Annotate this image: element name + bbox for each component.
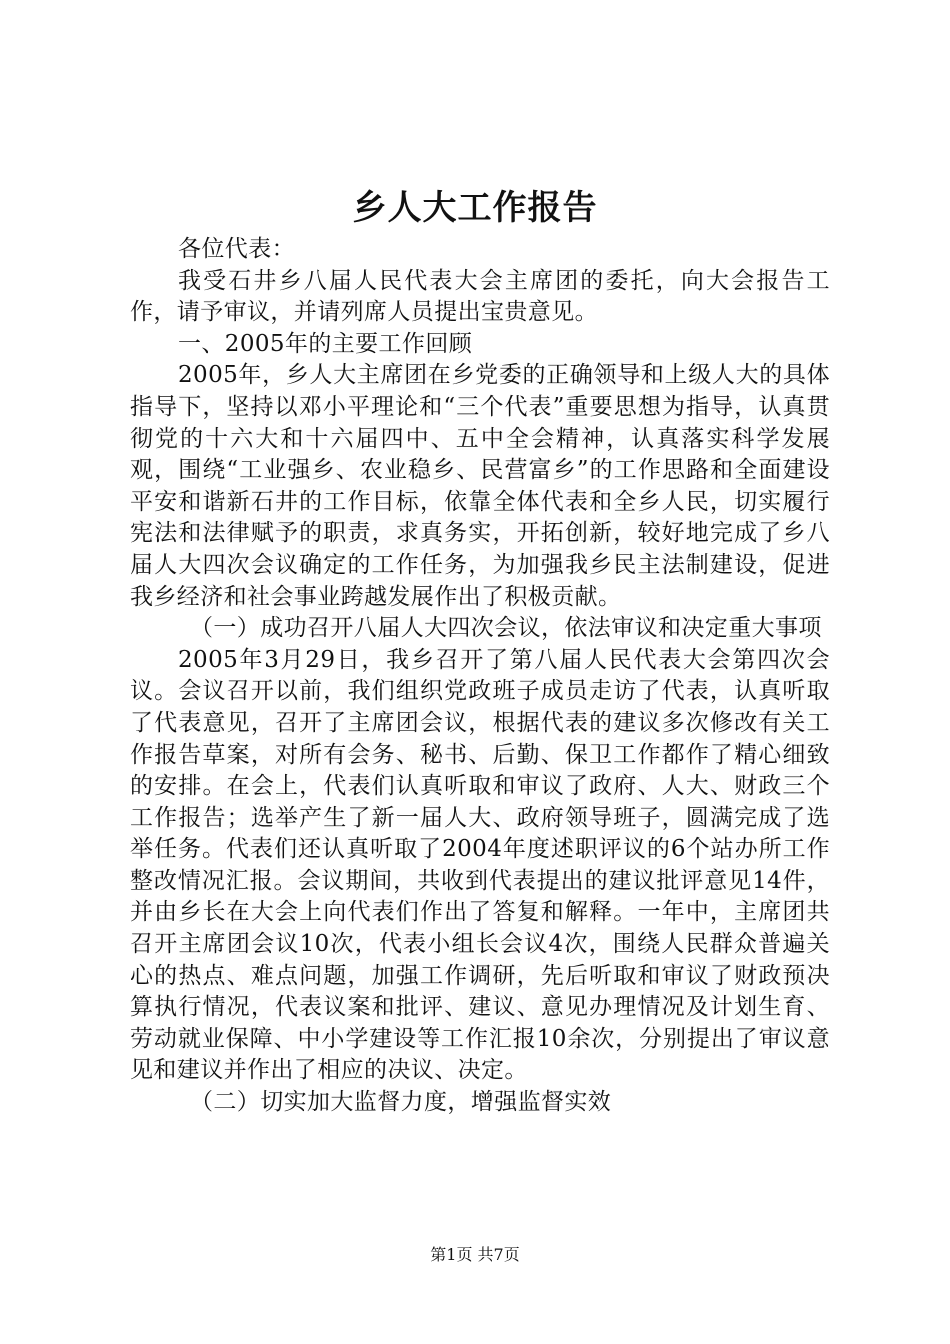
intro-paragraph: 我受石井乡八届人民代表大会主席团的委托，向大会报告工作，请予审议，并请列席人员提出宝贵意见。	[130, 267, 830, 326]
subsection-heading-1: （一）成功召开八届人大四次会议，依法审议和决定重大事项	[190, 615, 822, 642]
document-body	[130, 234, 830, 1119]
subsection-heading-2: （二）切实加大监督力度，增强监督实效	[190, 1089, 612, 1116]
document-title: 乡人大工作报告	[352, 188, 598, 228]
section-heading-1: 一、2005年的主要工作回顾	[178, 330, 473, 357]
page-footer: 第1页 共7页	[430, 1245, 520, 1264]
salutation: 各位代表：	[178, 236, 295, 262]
body-paragraph: 2005年3月29日，我乡召开了第八届人民代表大会第四次会议。会议召开以前，我们组织党政班子成员走访了代表，认真听取了代表意见，召开了主席团会议，根据代表的建议多次修改有关工作报告草案，对所有会务、秘书、后勤、保卫工作都作了精心细致的安排。在会上，代表们认真听取和审议了政府、人大、财政三个工作报告；选举产生了新一届人大、政府领导班子，圆满完成了选举任务。代表们还认真听取了2004年度述职评议的6个站办所工作整改情况汇报。会议期间，共收到代表提出的建议批评意见14件，并由乡长在大会上向代表们作出了答复和解释。一年中，主席团共召开主席团会议10次，代表小组长会议4次，围绕人民群众普遍关心的热点、难点问题，加强工作调研，先后听取和审议了财政预决算执行情况，代表议案和批评、建议、意见办理情况及计划生育、劳动就业保障、中小学建设等工作汇报10余次，分别提出了审议意见和建议并作出了相应的决议、决定。	[130, 646, 830, 1084]
body-paragraph: 2005年，乡人大主席团在乡党委的正确领导和上级人大的具体指导下，坚持以邓小平理论和“三个代表”重要思想为指导，认真贯彻党的十六大和十六届四中、五中全会精神，认真落实科学发展观，围绕“工业强乡、农业稳乡、民营富乡”的工作思路和全面建设平安和谐新石井的工作目标，依靠全体代表和全乡人民，切实履行宪法和法律赋予的职责，求真务实，开拓创新，较好地完成了乡八届人大四次会议确定的工作任务，为加强我乡民主法制建设，促进我乡经济和社会事业跨越发展作出了积极贡献。	[130, 362, 830, 610]
